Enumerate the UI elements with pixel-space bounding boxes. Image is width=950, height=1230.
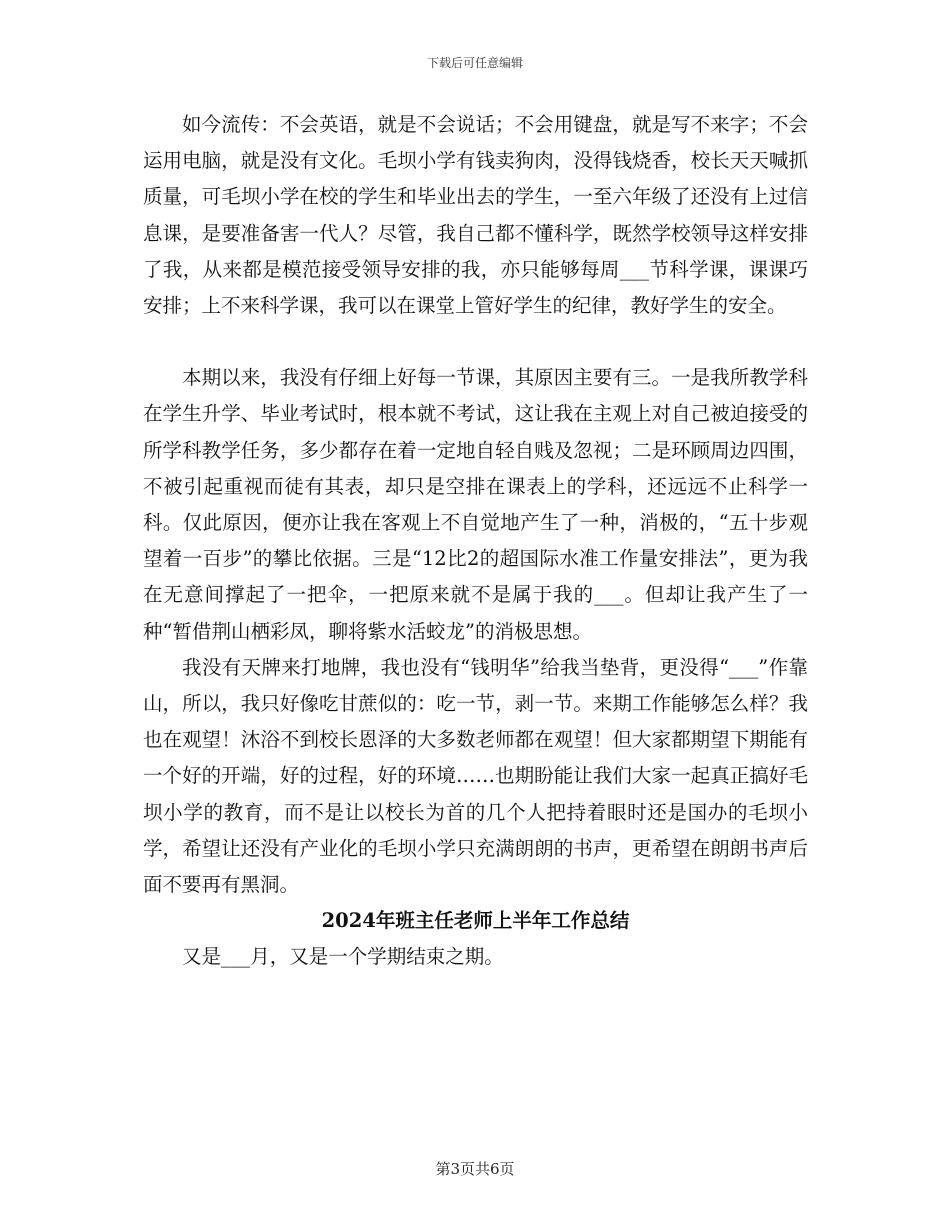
- paragraph-gap: [143, 324, 808, 360]
- paragraph-expectation: 我没有天牌来打地牌，我也没有“钱明华”给我当垫背，更没得“___”作靠山，所以，我只好像吃甘蔗似的：吃一节，剥一节。来期工作能够怎么样？我也在观望！沐浴不到校长恩泽的大多数老师都在观望！但大家都期望下期能有一个好的开端，好的过程，好的环境……也期盼能让我们大家一起真正搞好毛坝小学的教育，而不是让以校长为首的几个人把持着眼时还是国办的毛坝小学，希望让还没有产业化的毛坝小学只充满朗朗的书声，更希望在朗朗书声后面不要再有黑洞。: [143, 655, 808, 897]
- section-first-line: 又是___月，又是一个学期结束之期。: [182, 945, 504, 969]
- document-body: [143, 107, 808, 976]
- paragraph-reasons: 本期以来，我没有仔细上好每一节课，其原因主要有三。一是我所教学科在学生升学、毕业考试时，根本就不考试，这让我在主观上对自己被迫接受的所学科教学任务，多少都存在着一定地自轻自贱及忽视；二是环顾周边四围，不被引起重视而徒有其表，却只是空排在课表上的学科，还远远不止科学一科。仅此原因，便亦让我在客观上不自觉地产生了一种，消极的，“五十步观望着一百步”的攀比依据。三是“12比2的超国际水准工作量安排法”，更为我在无意间撑起了一把伞，一把原来就不是属于我的___。但却让我产生了一种“暂借荆山栖彩凤，聊将紫水活蛟龙”的消极思想。: [143, 366, 808, 643]
- paragraph-information-class: 如今流传：不会英语，就是不会说话；不会用键盘，就是写不来字；不会运用电脑，就是没有文化。毛坝小学有钱卖狗肉，没得钱烧香，校长天天喊抓质量，可毛坝小学在校的学生和毕业出去的学生，一至六年级了还没有上过信息课，是要准备害一代人？尽管，我自己都不懂科学，既然学校领导这样安排了我，从来都是模范接受领导安排的我，亦只能够每周___节科学课，课课巧安排；上不来科学课，我可以在课堂上管好学生的纪律，教好学生的安全。: [143, 113, 808, 318]
- page-number: 第3页共6页: [435, 1160, 515, 1178]
- section-title: 2024年班主任老师上半年工作总结: [321, 909, 630, 933]
- page-header: 下载后可任意编辑: [426, 56, 523, 70]
